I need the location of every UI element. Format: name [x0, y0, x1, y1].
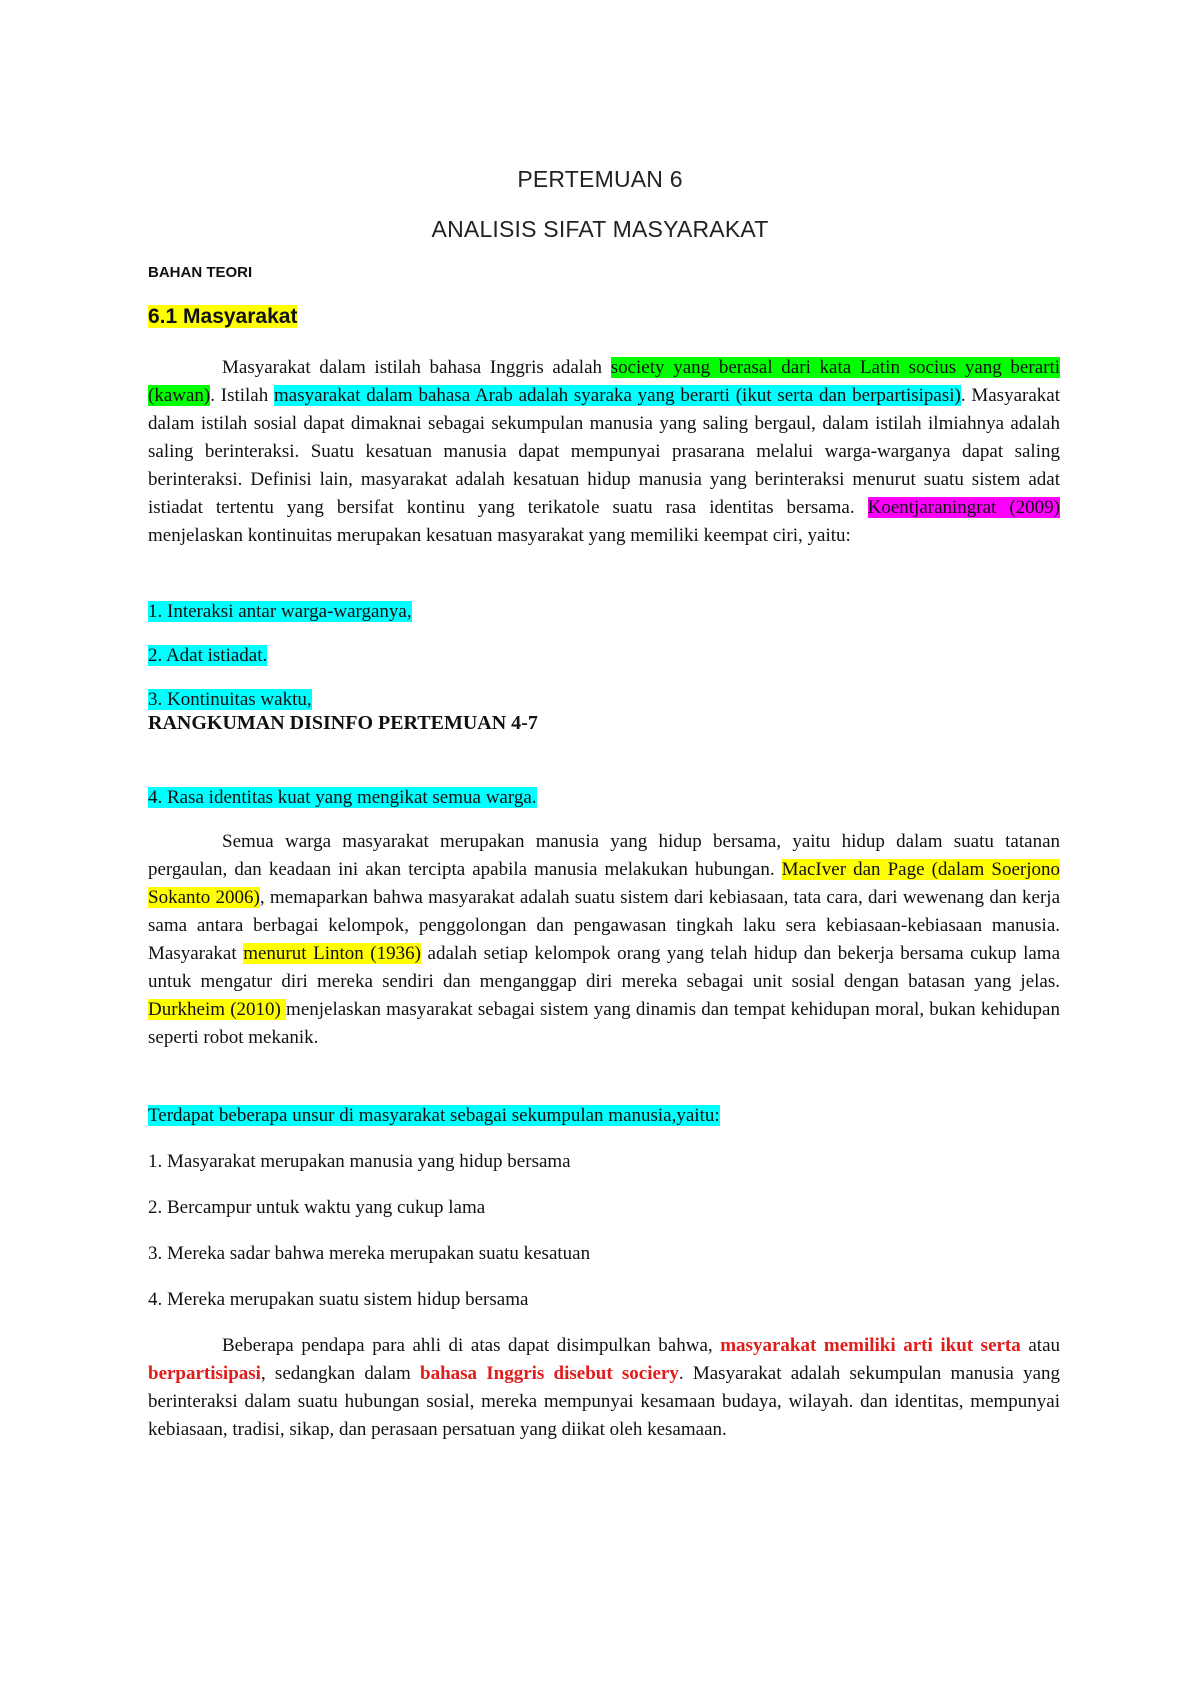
para2-highlight-linton: menurut Linton (1936): [243, 943, 421, 964]
paragraph-experts: [148, 828, 1060, 1052]
list-item: [148, 598, 412, 626]
section-label: BAHAN TEORI: [148, 264, 253, 281]
page-subtitle: ANALISIS SIFAT MASYARAKAT: [431, 216, 769, 242]
para3-text-1: Beberapa pendapa para ahli di atas dapat disimpulkan bahwa,: [222, 1335, 721, 1356]
unsur-item-4: 4. Mereka merupakan suatu sistem hidup bersama: [148, 1289, 529, 1310]
list-item: [148, 784, 537, 812]
unsur-item-1: 1. Masyarakat merupakan manusia yang hidup bersama: [148, 1151, 571, 1172]
overlay-heading: RANGKUMAN DISINFO PERTEMUAN 4-7: [148, 712, 538, 734]
para2-highlight-durkheim: Durkheim (2010): [148, 999, 287, 1020]
para3-emphasis-sociery: bahasa Inggris disebut sociery: [420, 1363, 679, 1384]
unsur-heading: [148, 1102, 720, 1130]
para2-text-3: adalah setiap kelompok orang yang telah hidup dan bekerja bersama cukup lama untuk mengatur diri mereka sendiri dan menganggap diri mereka sebagai unit sosial dengan batasan yang jelas.: [148, 943, 1060, 992]
para3-text-4: . Masyarakat adalah sekumpulan manusia yang berinteraksi dalam suatu hubungan sosial, mereka mempunyai kesamaan budaya, wilayah. dan identitas, mempunyai kebiasaan, tradisi, sikap, dan perasaan persatuan yang diikat oleh kesamaan.: [148, 1363, 1061, 1440]
page-title: PERTEMUAN 6: [517, 166, 683, 192]
paragraph-conclusion: [148, 1332, 1060, 1444]
paragraph-definition: [148, 354, 1060, 550]
para1-text-4: menjelaskan kontinuitas merupakan kesatuan masyarakat yang memiliki keempat ciri, yaitu:: [148, 525, 851, 546]
unsur-item-3: 3. Mereka sadar bahwa mereka merupakan suatu kesatuan: [148, 1243, 591, 1264]
para1-highlight-society: society yang berasal dari kata Latin socius yang berarti (kawan): [148, 357, 1061, 406]
para1-highlight-koentjaraningrat: Koentjaraningrat (2009): [867, 497, 1060, 518]
ciri-item-2: 2. Adat istiadat.: [148, 645, 268, 666]
unsur-heading-text: Terdapat beberapa unsur di masyarakat sebagai sekumpulan manusia,yaitu:: [148, 1105, 720, 1126]
para2-text-1: Semua warga masyarakat merupakan manusia yang hidup bersama, yaitu hidup dalam suatu tatanan pergaulan, dan keadaan ini akan tercipta apabila manusia melakukan hubungan.: [148, 831, 1060, 880]
para1-text-1: Masyarakat dalam istilah bahasa Inggris adalah: [222, 357, 611, 378]
para2-text-4: menjelaskan masyarakat sebagai sistem yang dinamis dan tempat kehidupan moral, bukan kehidupan seperti robot mekanik.: [148, 999, 1060, 1048]
ciri-item-1: 1. Interaksi antar warga-warganya,: [148, 601, 412, 622]
para3-emphasis-berpartisipasi: berpartisipasi: [148, 1363, 261, 1384]
list-item: [148, 686, 312, 714]
para1-highlight-arab: masyarakat dalam bahasa Arab adalah syaraka yang berarti (ikut serta dan berpartisipasi): [274, 385, 961, 406]
para3-text-2: atau: [1020, 1335, 1060, 1356]
para3-emphasis-ikut-serta: masyarakat memiliki arti ikut serta: [720, 1335, 1021, 1356]
para1-text-2: . Istilah: [210, 385, 274, 406]
section-heading: [148, 305, 297, 329]
para2-text-2: , memaparkan bahwa masyarakat adalah suatu sistem dari kebiasaan, tata cara, dari wewenang dan kerja sama antara berbagai kelompok, penggolongan dan pengawasan tingkah laku sera kebiasaan-kebiasaan manusia. Masyarakat: [148, 887, 1060, 964]
unsur-item-2: 2. Bercampur untuk waktu yang cukup lama: [148, 1197, 486, 1218]
ciri-item-4: 4. Rasa identitas kuat yang mengikat semua warga.: [148, 787, 537, 808]
para2-highlight-maciver: MacIver dan Page (dalam Soerjono Sokanto 2006): [148, 859, 1060, 908]
ciri-item-3: 3. Kontinuitas waktu,: [148, 689, 312, 710]
para3-text-3: , sedangkan dalam: [260, 1363, 420, 1384]
list-item: [148, 642, 267, 670]
section-heading-text: 6.1 Masyarakat: [148, 305, 298, 328]
para1-text-3: . Masyarakat dalam istilah sosial dapat dimaknai sebagai sekumpulan manusia yang saling bergaul, dalam istilah ilmiahnya adalah saling berinteraksi. Suatu kesatuan manusia dapat mempunyai prasarana melalui warga-warganya dapat saling berinteraksi. Definisi lain, masyarakat adalah kesatuan hidup manusia yang berinteraksi menurut suatu sistem adat istiadat tertentu yang bersifat kontinu yang terikatole suatu rasa identitas bersama.: [148, 385, 1060, 518]
